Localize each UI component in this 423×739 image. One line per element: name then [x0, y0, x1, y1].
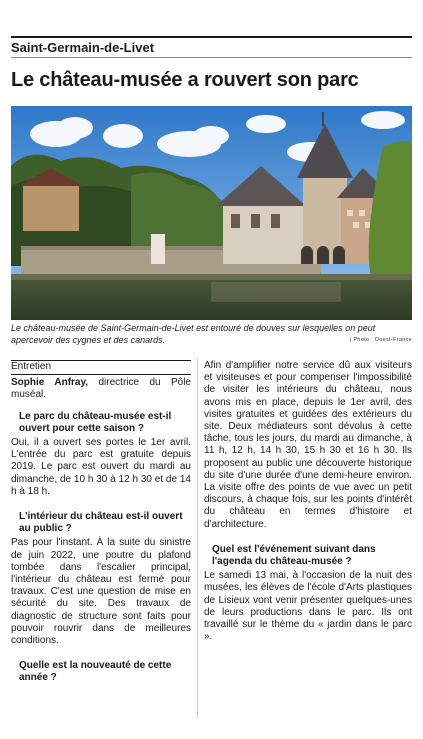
locality-heading: Saint-Germain-de-Livet: [11, 40, 155, 55]
answer-2: Pas pour l'instant. À la suite du sinistre de juin 2022, une poutre du plafond tombée dans l'escalier principal, l'intérieur du château est fermé pour travaux. C'est une question de mise en sécurité du site. Des travaux de diagnostic de structure sont faits pour pouvoir rouvrir dans de meilleures conditions.: [11, 537, 191, 647]
article-right-column: [204, 360, 412, 643]
answer-1: Oui, il a ouvert ses portes le 1er avril. L'entrée du parc est gratuite depuis 2019. Le parc est ouvert du mardi au dimanche, de 10 h 30 à 12 h 30 et de 14 h à 18 h.: [11, 437, 191, 497]
question-3: Quelle est la nouveauté de cette année ?: [19, 660, 172, 684]
interviewee-name: Sophie Anfray,: [11, 377, 89, 389]
column-divider: [197, 358, 198, 718]
article-headline: Le château-musée a rouvert son parc: [11, 69, 359, 91]
photo-credit: | Photo : Ouest-France: [349, 337, 412, 343]
question-2: L'intérieur du château est-il ouvert au public ?: [19, 511, 183, 535]
top-rule: [11, 36, 412, 38]
article-left-column: [11, 360, 191, 687]
question-1: Le parc du château-musée est-il ouvert pour cette saison ?: [19, 410, 172, 434]
interviewee-intro: [11, 377, 191, 401]
caption-text: Le château-musée de Saint-Germain-de-Livet est entouré de douves sur lesquelles on peut apercevoir des cygnes et des canards.: [11, 323, 376, 345]
answer-3: Afin d'amplifier notre service dû aux visiteurs et visiteuses et pour compenser l'impossibilité de visiter les intérieurs du château, nous avons mis en place, depuis le 1er avril, des visites gratuites et guidées des extérieurs du site. Deux médiateurs sont dévolus à cette tâche, tous les jours, du mardi au dimanche, à 11 h, 12 h, 14 h 30, 15 h 30 et 16 h 30. Ils proposent au public une découverte historique du site d'une durée d'une demi-heure environ. La visite offre des points de vue avec un petit discours, à chaque fois, sur les points d'intérêt du château en termes d'histoire et d'architecture.: [204, 360, 412, 530]
header-divider: [11, 57, 412, 58]
section-kicker: Entretien: [11, 360, 191, 375]
question-4: Quel est l'événement suivant dans l'agenda du château-musée ?: [212, 543, 376, 568]
answer-4: Le samedi 13 mai, à l'occasion de la nuit des musées, les élèves de l'école d'Arts plastiques de Lisieux vont venir présenter quelques-unes de leurs productions dans le parc. Ils ont travaillé sur le thème du « jardin dans le parc ».: [204, 570, 412, 643]
interviewee-role: directrice du Pôle muséal.: [11, 377, 191, 401]
chateau-photo: [11, 106, 412, 320]
